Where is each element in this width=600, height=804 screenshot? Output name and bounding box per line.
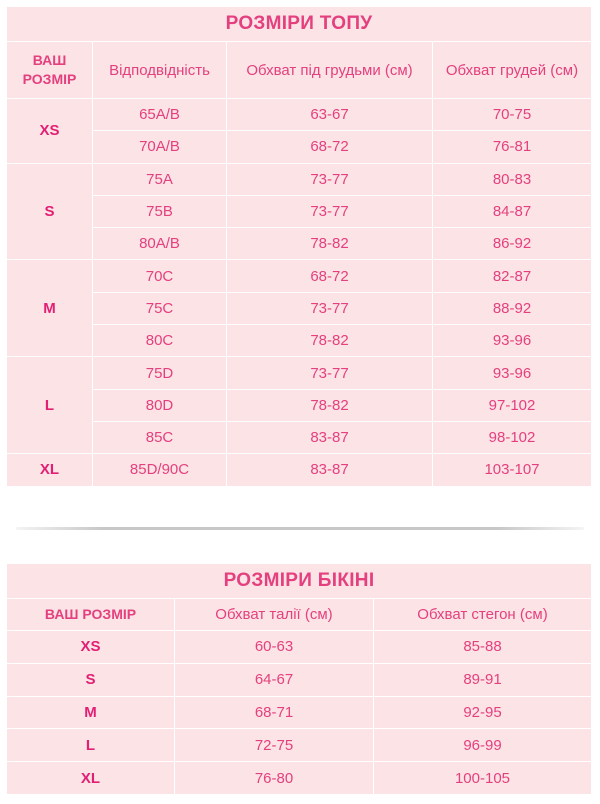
header-your-size xyxy=(7,42,93,99)
bikini-size-table-container xyxy=(6,563,591,795)
waist-cell: 76-80 xyxy=(175,762,374,795)
table-row xyxy=(7,163,592,195)
header-fit: Відподвідність xyxy=(93,42,227,99)
fit-cell: 80C xyxy=(93,325,227,357)
top-size-table xyxy=(6,6,592,487)
table-row xyxy=(7,195,592,227)
underbust-cell: 68-72 xyxy=(227,131,433,163)
underbust-cell: 83-87 xyxy=(227,421,433,453)
fit-cell: 85D/90C xyxy=(93,454,227,486)
bikini-size-table xyxy=(6,563,592,795)
header-your-size-label: ВАШ РОЗМІР xyxy=(22,52,77,87)
table-row xyxy=(7,762,592,795)
waist-cell: 68-71 xyxy=(175,696,374,729)
bust-cell: 93-96 xyxy=(433,357,592,389)
fit-cell: 75A xyxy=(93,163,227,195)
size-label: L xyxy=(7,357,93,454)
underbust-cell: 68-72 xyxy=(227,260,433,292)
bust-cell: 84-87 xyxy=(433,195,592,227)
table-row xyxy=(7,131,592,163)
underbust-cell: 73-77 xyxy=(227,357,433,389)
bust-cell: 93-96 xyxy=(433,325,592,357)
underbust-cell: 78-82 xyxy=(227,389,433,421)
table-row xyxy=(7,389,592,421)
underbust-cell: 63-67 xyxy=(227,99,433,131)
bust-cell: 98-102 xyxy=(433,421,592,453)
hips-cell: 100-105 xyxy=(374,762,592,795)
table-row xyxy=(7,99,592,131)
waist-cell: 72-75 xyxy=(175,729,374,762)
table-row xyxy=(7,663,592,696)
bikini-table-header-row xyxy=(7,599,592,631)
hips-cell: 89-91 xyxy=(374,663,592,696)
waist-cell: 64-67 xyxy=(175,663,374,696)
table-row xyxy=(7,260,592,292)
table-row xyxy=(7,292,592,324)
table-row xyxy=(7,325,592,357)
header-underbust: Обхват під грудьми (см) xyxy=(227,42,433,99)
fit-cell: 70A/B xyxy=(93,131,227,163)
underbust-cell: 73-77 xyxy=(227,292,433,324)
fit-cell: 75D xyxy=(93,357,227,389)
top-size-table-container xyxy=(6,6,591,487)
size-label: M xyxy=(7,260,93,357)
header-your-size: ВАШ РОЗМІР xyxy=(7,599,175,631)
size-label: XL xyxy=(7,762,175,795)
bikini-table-title: РОЗМІРИ БІКІНІ xyxy=(7,564,592,599)
size-label: L xyxy=(7,729,175,762)
bust-cell: 86-92 xyxy=(433,228,592,260)
hips-cell: 85-88 xyxy=(374,631,592,664)
size-label: S xyxy=(7,163,93,260)
header-bust: Обхват грудей (см) xyxy=(433,42,592,99)
fit-cell: 75C xyxy=(93,292,227,324)
table-row xyxy=(7,631,592,664)
fit-cell: 80D xyxy=(93,389,227,421)
size-label: XL xyxy=(7,454,93,486)
underbust-cell: 73-77 xyxy=(227,195,433,227)
bust-cell: 97-102 xyxy=(433,389,592,421)
table-row xyxy=(7,696,592,729)
fit-cell: 85C xyxy=(93,421,227,453)
fit-cell: 70C xyxy=(93,260,227,292)
bust-cell: 88-92 xyxy=(433,292,592,324)
size-label: M xyxy=(7,696,175,729)
fit-cell: 80A/B xyxy=(93,228,227,260)
header-hips: Обхват стегон (см) xyxy=(374,599,592,631)
header-waist: Обхват талії (см) xyxy=(175,599,374,631)
table-row xyxy=(7,729,592,762)
fit-cell: 65A/B xyxy=(93,99,227,131)
table-row xyxy=(7,421,592,453)
table-row xyxy=(7,454,592,486)
section-divider xyxy=(16,527,584,530)
underbust-cell: 73-77 xyxy=(227,163,433,195)
bust-cell: 80-83 xyxy=(433,163,592,195)
bust-cell: 76-81 xyxy=(433,131,592,163)
underbust-cell: 78-82 xyxy=(227,228,433,260)
size-label: S xyxy=(7,663,175,696)
size-label: XS xyxy=(7,99,93,164)
top-table-title: РОЗМІРИ ТОПУ xyxy=(7,7,592,42)
bust-cell: 82-87 xyxy=(433,260,592,292)
underbust-cell: 83-87 xyxy=(227,454,433,486)
bust-cell: 103-107 xyxy=(433,454,592,486)
table-row xyxy=(7,357,592,389)
fit-cell: 75B xyxy=(93,195,227,227)
hips-cell: 92-95 xyxy=(374,696,592,729)
size-label: XS xyxy=(7,631,175,664)
hips-cell: 96-99 xyxy=(374,729,592,762)
waist-cell: 60-63 xyxy=(175,631,374,664)
table-row xyxy=(7,228,592,260)
bust-cell: 70-75 xyxy=(433,99,592,131)
underbust-cell: 78-82 xyxy=(227,325,433,357)
top-table-header-row xyxy=(7,42,592,99)
